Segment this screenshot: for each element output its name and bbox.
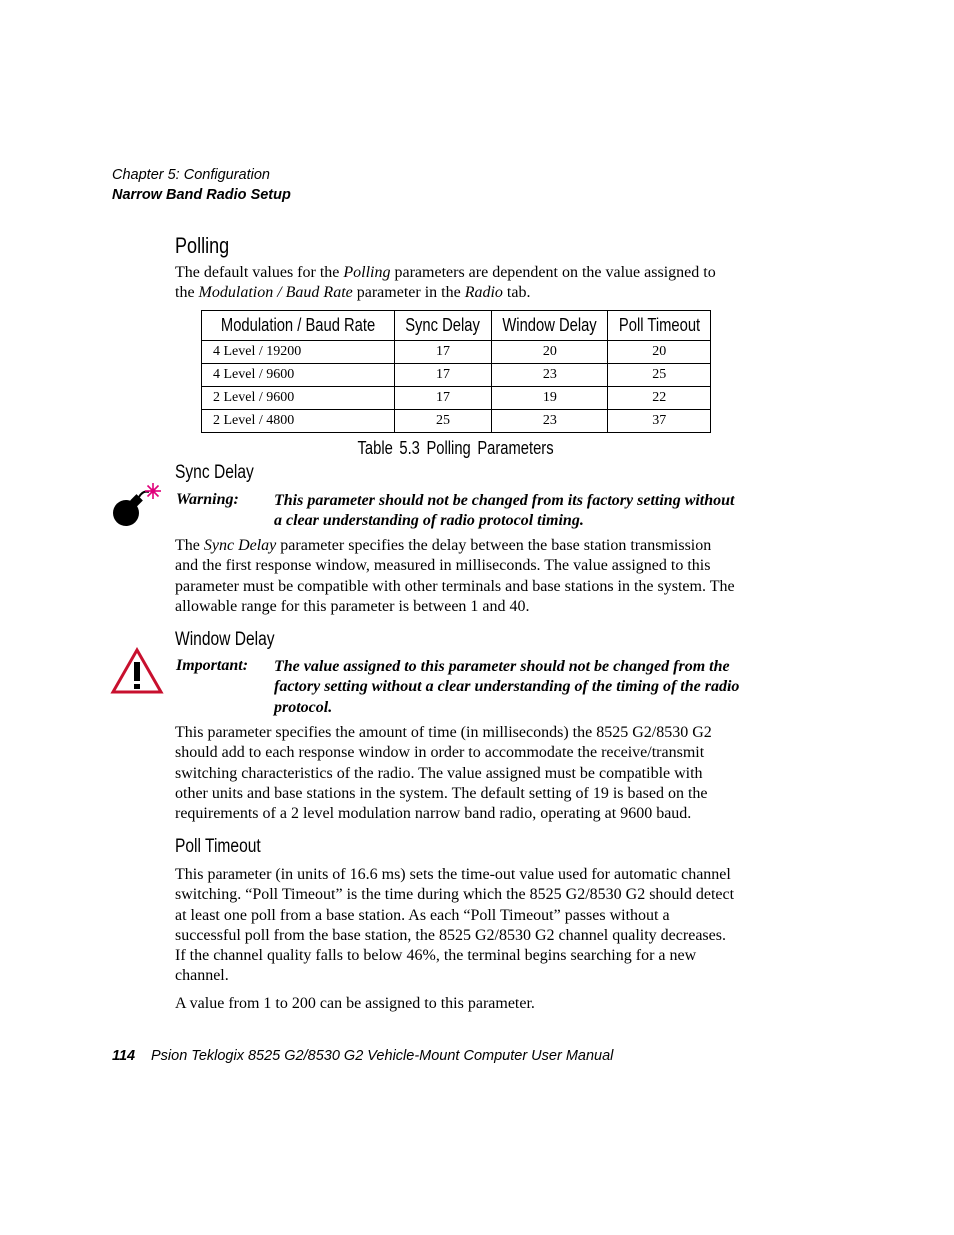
column-header: Sync Delay [394,311,492,341]
column-header: Window Delay [492,311,608,341]
table-row [202,341,711,364]
sync-delay-term: Sync Delay [203,537,277,554]
column-header: Poll Timeout [608,311,711,341]
table-caption: Table 5.3 Polling Parameters [357,438,555,458]
table-row [202,410,711,433]
section-header: Narrow Band Radio Setup [112,187,291,203]
table-cell: 17 [394,341,492,364]
subheading-sync-delay: Sync Delay [175,462,254,483]
table-row [202,387,711,410]
polling-term: Polling [343,264,391,281]
polling-parameters-table [201,310,711,433]
window-delay-paragraph: This parameter specifies the amount of time (in milliseconds) the 8525 G2/8530 G2 should add to each response window in order to accommodate the receive/transmit switching characteristics of the radio. The value assigned must be compatible with other units and base stations in the system. The default setting of 19 is based on the requirements of a 2 level modulation narrow band radio, operating at 9600 baud. [175,724,712,823]
bomb-icon [110,480,164,528]
table-header-row [202,311,711,341]
table-cell: 2 Level / 9600 [202,387,395,410]
table-cell: 37 [608,410,711,433]
important-text: The value assigned to this parameter should not be changed from the factory setting without a clear understanding of the timing of the radio protocol. [274,658,740,716]
poll-timeout-range-paragraph: A value from 1 to 200 can be assigned to this parameter. [175,995,535,1012]
section-heading-polling: Polling [175,233,230,258]
modulation-term: Modulation / Baud Rate [198,284,353,302]
table-cell: 22 [608,387,711,410]
table-cell: 23 [492,410,608,433]
table-cell: 19 [492,387,608,410]
table-cell: 23 [492,364,608,387]
table-cell: 25 [608,364,711,387]
chapter-header: Chapter 5: Configuration [112,167,270,183]
table-cell: 4 Level / 19200 [202,341,395,364]
footer-manual-title: Psion Teklogix 8525 G2/8530 G2 Vehicle-Mount Computer User Manual [151,1048,614,1064]
warning-label: Warning: [176,491,239,508]
table-cell: 2 Level / 4800 [202,410,395,433]
warning-text: This parameter should not be changed from its factory setting without a clear understanding of radio protocol timing. [274,492,735,530]
table-cell: 17 [394,364,492,387]
table-row [202,364,711,387]
poll-timeout-paragraph: This parameter (in units of 16.6 ms) sets the time-out value used for automatic channel switching. “Poll Timeout” is the time during which the 8525 G2/8530 G2 should detect at least one poll from a base station. As each “Poll Timeout” passes without a successful poll from the base station, the 8525 G2/8530 G2 channel quality decreases. If the channel quality falls to below 46%, the terminal begins searching for a new channel. [175,866,735,985]
table-cell: 4 Level / 9600 [202,364,395,387]
table-cell: 17 [394,387,492,410]
table-cell: 25 [394,410,492,433]
radio-tab-term: Radio [464,284,503,302]
subheading-window-delay: Window Delay [175,629,275,650]
table-cell: 20 [608,341,711,364]
table-cell: 20 [492,341,608,364]
sync-delay-paragraph: The Sync Delay parameter specifies the delay between the base station transmission and the first response window, measured in milliseconds. The value assigned to this parameter must be compatible with other terminals and base stations in the system. The allowable range for this parameter is between 1 and 40. [175,537,735,615]
important-label: Important: [176,657,249,674]
column-header: Modulation / Baud Rate [202,311,395,341]
page-number: 114 [112,1048,136,1064]
polling-intro-paragraph: The default values for the Polling parameters are dependent on the value assigned to the Modulation / Baud Rate parameter in the Radio tab. [175,264,716,302]
subheading-poll-timeout: Poll Timeout [175,836,261,857]
exclamation-triangle-icon [110,647,164,695]
